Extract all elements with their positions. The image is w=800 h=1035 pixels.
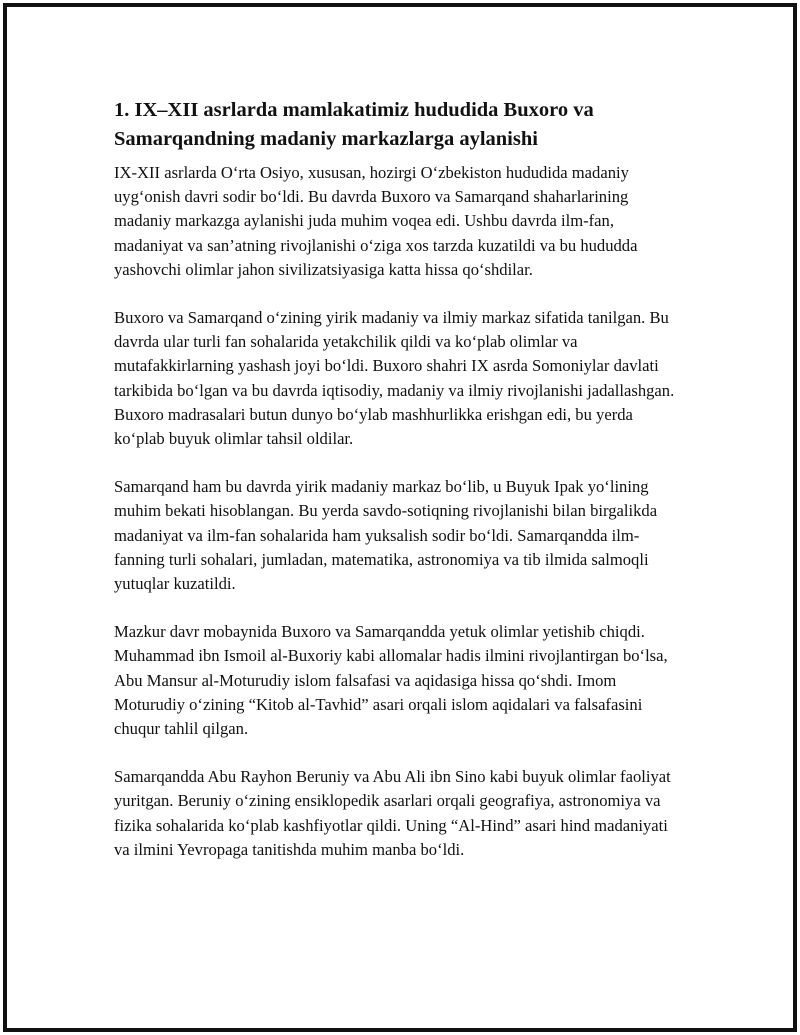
document-body [114, 96, 684, 886]
paragraph-1: IX-XII asrlarda O‘rta Osiyo, xususan, hozirgi O‘zbekiston hududida madaniy uyg‘onish davri sodir bo‘ldi. Bu davrda Buxoro va Samarqand shaharlarining madaniy markazga aylanishi juda muhim voqea edi. Ushbu davrda ilm-fan, madaniyat va san’atning rivojlanishi o‘ziga xos tarzda kuzatildi va bu hududda yashovchi olimlar jahon sivilizatsiyasiga katta hissa qo‘shdilar. [114, 163, 638, 279]
paragraph-3: Samarqand ham bu davrda yirik madaniy markaz bo‘lib, u Buyuk Ipak yo‘lining muhim bekati hisoblangan. Bu yerda savdo-sotiqning rivojlanishi bilan birgalikda madaniyat va ilm-fan sohalarida ham yuksalish sodir bo‘ldi. Samarqandda ilm-fanning turli sohalari, jumladan, matematika, astronomiya va tib ilmida salmoqli yutuqlar kuzatildi. [114, 477, 658, 594]
paragraph-2: Buxoro va Samarqand o‘zining yirik madaniy va ilmiy markaz sifatida tanilgan. Bu davrda ular turli fan sohalarida yetakchilik qildi va ko‘plab olimlar va mutafakkirlarning yashash joyi bo‘ldi. Buxoro shahri IX asrda Somoniylar davlati tarkibida bo‘lgan va bu davrda iqtisodiy, madaniy va ilmiy rivojlanishi jadallashgan. Buxoro madrasalari butun dunyo bo‘ylab mashhurlikka erishgan edi, bu yerda ko‘plab buyuk olimlar tahsil oldilar. [114, 308, 675, 449]
paragraph-4: Mazkur davr mobaynida Buxoro va Samarqandda yetuk olimlar yetishib chiqdi. Muhammad ibn Ismoil al-Buxoriy kabi allomalar hadis ilmini rivojlantirgan bo‘lsa, Abu Mansur al-Moturudiy islom falsafasi va aqidasiga hissa qo‘shdi. Imom Moturudiy o‘zining “Kitob al-Tavhid” asari orqali islom aqidalari va falsafasini chuqur tahlil qilgan. [114, 622, 668, 739]
section-heading: 1. IX–XII asrlarda mamlakatimiz hududida Buxoro va Samarqandning madaniy markazlarga aylanishi [114, 99, 594, 150]
paragraph-5: Samarqandda Abu Rayhon Beruniy va Abu Ali ibn Sino kabi buyuk olimlar faoliyat yuritgan. Beruniy o‘zining ensiklopedik asarlari orqali geografiya, astronomiya va fizika sohalarida ko‘plab kashfiyotlar qildi. Uning “Al-Hind” asari hind madaniyati va ilmini Yevropaga tanitishda muhim manba bo‘ldi. [114, 767, 671, 859]
